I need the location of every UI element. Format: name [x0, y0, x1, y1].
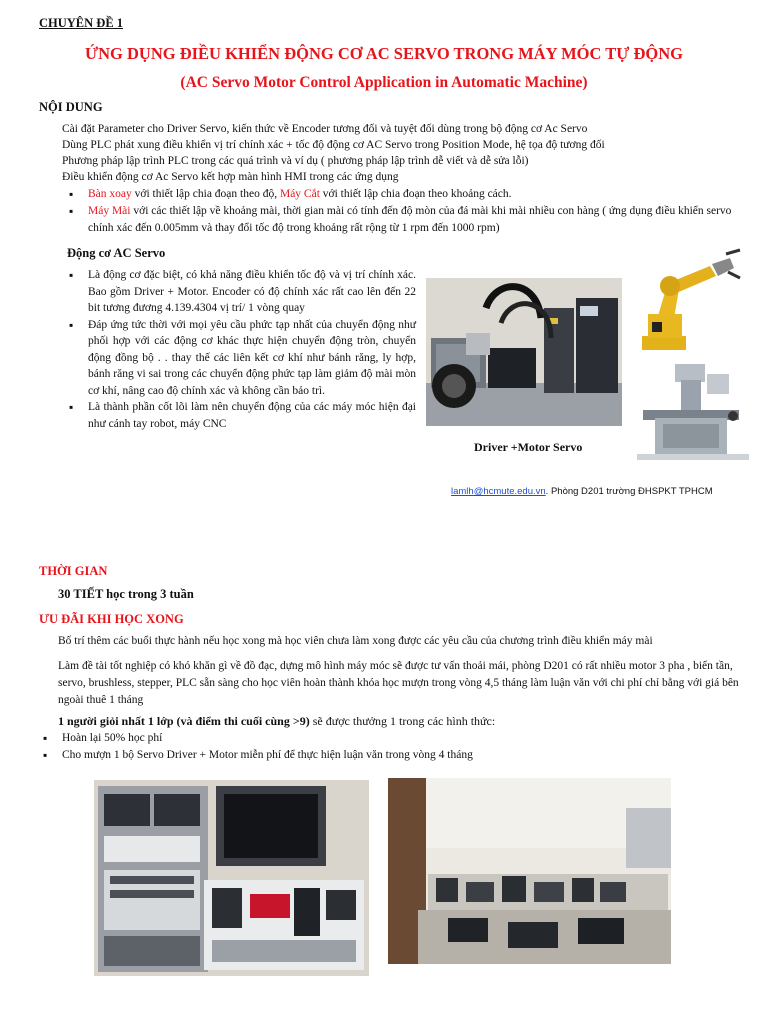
reward-list — [40, 730, 758, 764]
servo-image — [426, 278, 622, 426]
plc-image — [94, 780, 369, 976]
benefit-paragraph: Bố trí thêm các buổi thực hành nếu học xong mà học viên chưa làm xong được các yêu cầu của chương trình điều khiển máy mài — [58, 635, 653, 647]
list-item: ▪ Cho mượn 1 bộ Servo Driver + Motor miễn phí để thực hiện luận văn trong vòng 4 tháng — [40, 747, 758, 764]
email-link[interactable]: lamlh@hcmute.edu.vn — [451, 486, 546, 497]
content-line: Cài đặt Parameter cho Driver Servo, kiến thức về Encoder tương đối và tuyệt đối dùng trong bộ động cơ Ac Servo — [62, 123, 588, 135]
list-item — [66, 203, 754, 237]
plc-panel-photo — [94, 780, 369, 976]
reward-condition: 1 người giỏi nhất 1 lớp (và điểm thi cuối cùng >9) — [58, 714, 310, 728]
highlight-may-mai: Máy Mài — [88, 205, 131, 217]
reward-paragraph — [58, 713, 758, 730]
cnc-machine-photo — [637, 360, 749, 460]
chuyen-de-label: CHUYÊN ĐỀ 1 — [39, 16, 124, 30]
photo-caption: Driver +Motor Servo — [474, 440, 583, 454]
list-item: ▪ Đáp ứng tức thời với mọi yêu cầu phức tạp nhất của chuyển động như phối hợp với các động cơ khác thực hiện chuyển động tròn, chuyển động đồng bộ . . thay thế các liên kết cơ khí như bánh răng, ly hợp, bánh răng vi sai trong các chuyển động phức tạp làm giảm độ mài mòn cơ khí, nâng cao độ chính xác và không cần bảo trì. — [66, 317, 416, 400]
content-lines — [62, 121, 752, 185]
page-subtitle: (AC Servo Motor Control Application in Automatic Machine) — [180, 74, 588, 91]
list-item: ▪ Là động cơ đặc biệt, có khả năng điều khiển tốc độ và vị trí chính xác. Bao gồm Driver + Motor. Encoder có độ chính xác rất cao lên đến 22 bit tương đương 4.139.4304 vị trí/ 1 vòng quay — [66, 267, 416, 317]
highlight-may-cat: Máy Cắt — [279, 188, 320, 200]
lab-image — [388, 778, 671, 964]
application-list — [66, 186, 754, 237]
list-item — [66, 186, 754, 203]
highlight-ban-xoay: Bàn xoay — [88, 188, 132, 200]
robot-arm-photo — [630, 244, 742, 356]
lab-room-photo — [388, 778, 671, 964]
list-item-text: với các thiết lập về khoảng mài, thời gian mài có tính đến độ mòn của đá mài khi mài nhiều con hàng ( ứng dụng điều khiển servo chính xác đến 0.005mm và thay đổi tốc độ trong khoảng rất rộng từ 1 rpm đến 1000 rpm) — [88, 205, 732, 234]
list-item: ▪ Là thành phần cốt lõi làm nên chuyển động của các máy móc hiện đại như cánh tay robot, máy CNC — [66, 399, 416, 432]
section-heading-noi-dung: NỘI DUNG — [39, 100, 103, 114]
servo-list — [66, 267, 416, 432]
benefits-block — [58, 633, 758, 764]
driver-motor-photo — [426, 278, 622, 426]
page-title: ỨNG DỤNG ĐIỀU KHIỂN ĐỘNG CƠ AC SERVO TRONG MÁY MÓC TỰ ĐỘNG — [84, 44, 683, 63]
section-heading-thoi-gian: THỜI GIAN — [39, 564, 108, 578]
list-item: ▪ Hoàn lại 50% học phí — [40, 730, 758, 747]
reward-text: sẽ được thưởng 1 trong các hình thức: — [309, 714, 496, 728]
list-item-text: với thiết lập chia đoạn theo khoảng cách. — [319, 188, 512, 200]
content-line: Điều khiển động cơ Ac Servo kết hợp màn hình HMI trong các ứng dụng — [62, 171, 399, 183]
cnc-image — [637, 360, 749, 460]
content-line: Dùng PLC phát xung điều khiển vị trí chính xác + tốc độ động cơ AC Servo trong Position Mode, hệ tọa độ tương đối — [62, 139, 605, 151]
section-heading-uu-dai: ƯU ĐÃI KHI HỌC XONG — [39, 612, 184, 626]
content-line: Phương pháp lập trình PLC trong các quá trình và ví dụ ( phương pháp lập trình dễ viết và dễ sửa lỗi) — [62, 155, 529, 167]
benefit-paragraph: Làm đề tài tốt nghiệp có khó khăn gì về đồ đạc, dựng mô hình máy móc sẽ được tư vấn thoải mái, phòng D201 có rất nhiều motor 3 pha , biến tần, servo, brushless, stepper, PLC sẵn sàng cho học viên hoàn thành khóa học mượn trong vòng 4,5 tháng làm luận văn với chi phí chỉ bằng với giá bên ngoài thuê 1 tháng — [58, 660, 739, 706]
contact-location: . Phòng D201 trường ĐHSPKT TPHCM — [545, 486, 713, 497]
list-item-text: với thiết lập chia đoạn theo độ, — [131, 188, 280, 200]
section-heading-servo: Động cơ AC Servo — [67, 246, 166, 260]
robot-image — [630, 244, 742, 356]
contact-line — [451, 485, 713, 498]
duration-text: 30 TIẾT học trong 3 tuần — [58, 587, 194, 601]
